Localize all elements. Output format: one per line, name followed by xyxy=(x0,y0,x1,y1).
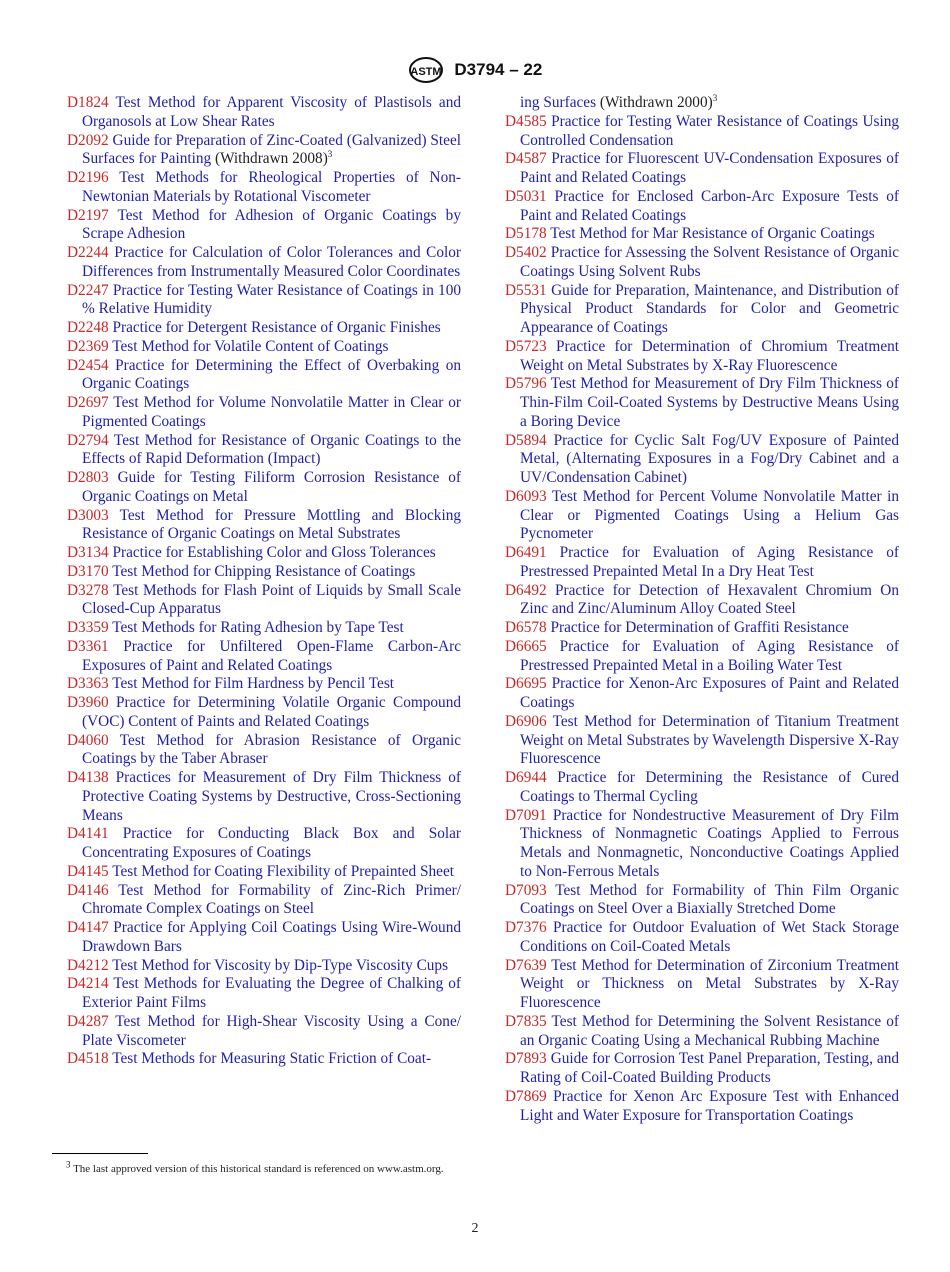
reference-title[interactable]: Test Method for Apparent Viscosity of Plastisols and Organosols at Low Shear Rates xyxy=(82,94,461,130)
reference-entry xyxy=(505,488,899,544)
reference-title[interactable]: Practice for Testing Water Resistance of Coatings in 100 % Relative Humidity xyxy=(82,281,462,318)
reference-code[interactable]: D3278 xyxy=(67,581,109,599)
reference-title[interactable]: Test Method for Chipping Resistance of Coatings xyxy=(112,562,416,580)
reference-code[interactable]: D4214 xyxy=(67,975,109,993)
reference-code[interactable]: D2197 xyxy=(67,206,109,224)
reference-code[interactable]: D2092 xyxy=(67,131,109,149)
reference-title[interactable]: Practice for Determining Volatile Organic Compound (VOC) Content of Paints and Related Coatings xyxy=(82,694,461,730)
reference-code[interactable]: D3170 xyxy=(67,562,109,580)
reference-title[interactable]: Practice for Xenon-Arc Exposures of Paint and Related Coatings xyxy=(520,675,899,711)
reference-code[interactable]: D6093 xyxy=(505,487,547,505)
reference-entry xyxy=(67,1050,461,1069)
reference-title[interactable]: Practice for Fluorescent UV-Condensation Exposures of Paint and Related Coatings xyxy=(520,150,900,186)
reference-title[interactable]: Test Method for Mar Resistance of Organic Coatings xyxy=(550,225,875,243)
reference-code[interactable]: D7639 xyxy=(505,956,547,974)
reference-title[interactable]: Test Method for Coating Flexibility of Prepainted Sheet xyxy=(112,862,455,880)
reference-code[interactable]: D4587 xyxy=(505,150,547,168)
page-number: 2 xyxy=(471,1221,479,1236)
svg-text:ASTM: ASTM xyxy=(410,66,442,78)
reference-entry xyxy=(67,394,461,432)
reference-title[interactable]: Test Method for Measurement of Dry Film Thickness of Thin-Film Coil-Coated Systems by Destructive Means Using a Boring Device xyxy=(520,375,899,430)
reference-entry xyxy=(505,375,899,431)
reference-code[interactable]: D6491 xyxy=(505,544,547,561)
reference-code[interactable]: D3134 xyxy=(67,544,109,561)
reference-code[interactable]: D2196 xyxy=(67,169,109,186)
reference-title[interactable]: Practice for Determination of Chromium Treatment Weight on Metal Substrates by X-Ray Fluorescence xyxy=(520,337,900,374)
reference-entry xyxy=(505,1088,899,1126)
reference-entry xyxy=(505,432,899,488)
reference-entry xyxy=(67,432,461,470)
reference-title[interactable]: Test Method for Volume Nonvolatile Matter in Clear or Pigmented Coatings xyxy=(82,394,461,430)
reference-entry xyxy=(67,544,461,563)
reference-title[interactable]: Test Methods for Rating Adhesion by Tape Test xyxy=(112,619,404,636)
page-header xyxy=(0,56,950,84)
reference-entry-continuation xyxy=(505,94,899,113)
reference-entry xyxy=(505,675,899,713)
reference-code[interactable]: D4146 xyxy=(67,881,109,899)
reference-code[interactable]: D7893 xyxy=(505,1050,547,1068)
reference-code[interactable]: D2247 xyxy=(67,281,109,299)
reference-entry xyxy=(67,638,461,676)
reference-entry xyxy=(505,619,899,638)
reference-title[interactable]: Test Method for Volatile Content of Coatings xyxy=(112,337,389,355)
reference-code[interactable]: D2697 xyxy=(67,394,109,411)
reference-entry xyxy=(505,150,899,188)
reference-entry xyxy=(67,94,461,132)
reference-title[interactable]: Test Method for Determination of Zirconium Treatment Weight or Thickness on Metal Substrates by X-Ray Fluorescence xyxy=(520,956,899,1011)
reference-entry xyxy=(505,188,899,226)
reference-title[interactable]: Practice for Assessing the Solvent Resistance of Organic Coatings Using Solvent Rubs xyxy=(520,244,900,280)
reference-entry xyxy=(67,507,461,545)
footnote-marker: 3 xyxy=(712,92,718,103)
reference-title[interactable]: Guide for Testing Filiform Corrosion Resistance of Organic Coatings on Metal xyxy=(82,469,462,505)
reference-code[interactable]: D3003 xyxy=(67,506,109,524)
reference-title[interactable]: Practice for Applying Coil Coatings Using Wire-Wound Drawdown Bars xyxy=(82,919,462,955)
reference-entry xyxy=(67,675,461,694)
reference-code[interactable]: D5531 xyxy=(505,281,547,299)
reference-code[interactable]: D7093 xyxy=(505,881,547,899)
reference-code[interactable]: D7091 xyxy=(505,806,547,824)
reference-title[interactable]: Test Method for Film Hardness by Pencil Test xyxy=(112,675,395,693)
reference-code[interactable]: D4585 xyxy=(505,112,547,130)
reference-code[interactable]: D3359 xyxy=(67,619,109,636)
reference-title[interactable]: Practice for Unfiltered Open-Flame Carbon-Arc Exposures of Paint and Related Coatings xyxy=(82,637,461,674)
reference-entry xyxy=(67,732,461,770)
reference-code[interactable]: D6944 xyxy=(505,769,547,786)
reference-code[interactable]: D6578 xyxy=(505,619,547,636)
reference-entry xyxy=(505,244,899,282)
reference-code[interactable]: D3363 xyxy=(67,675,109,693)
reference-entry xyxy=(67,975,461,1013)
document-designation: D3794 – 22 xyxy=(454,60,543,79)
reference-title[interactable]: Practice for Evaluation of Aging Resistance of Prestressed Prepainted Metal in a Boiling Water Test xyxy=(520,637,900,674)
reference-entry xyxy=(67,319,461,338)
reference-code[interactable]: D6695 xyxy=(505,675,547,693)
reference-entry xyxy=(67,769,461,825)
reference-entry xyxy=(505,544,899,582)
reference-entry xyxy=(505,638,899,676)
reference-note: (Withdrawn 2008) xyxy=(214,150,328,168)
reference-code[interactable]: D4287 xyxy=(67,1012,109,1030)
reference-title[interactable]: Test Method for Viscosity by Dip-Type Viscosity Cups xyxy=(112,956,449,974)
reference-title[interactable]: Practice for Determining the Resistance of Cured Coatings to Thermal Cycling xyxy=(520,769,899,805)
reference-code[interactable]: D4141 xyxy=(67,825,109,843)
reference-entry xyxy=(67,132,461,170)
reference-entry xyxy=(67,207,461,245)
reference-code[interactable]: D4518 xyxy=(67,1050,109,1068)
reference-entry xyxy=(67,357,461,395)
reference-code[interactable]: D7869 xyxy=(505,1087,547,1105)
reference-title[interactable]: Test Method for Pressure Mottling and Blocking Resistance of Organic Coatings on Metal Substrates xyxy=(82,506,461,543)
reference-entry xyxy=(67,338,461,357)
reference-entry xyxy=(67,244,461,282)
reference-title[interactable]: Practice for Detergent Resistance of Organic Finishes xyxy=(112,319,441,336)
reference-title[interactable]: Test Method for High-Shear Viscosity Using a Cone/ Plate Viscometer xyxy=(82,1012,461,1049)
reference-code[interactable]: D4147 xyxy=(67,919,109,936)
reference-code[interactable]: D3960 xyxy=(67,694,109,711)
reference-title[interactable]: Practice for Enclosed Carbon-Arc Exposure Tests of Paint and Related Coatings xyxy=(520,187,899,224)
reference-code[interactable]: D2794 xyxy=(67,431,109,449)
reference-code[interactable]: D2369 xyxy=(67,337,109,355)
reference-title[interactable]: Practice for Testing Water Resistance of Coatings Using Controlled Condensation xyxy=(520,112,899,149)
left-column xyxy=(67,94,461,1069)
reference-entry xyxy=(505,582,899,620)
reference-code[interactable]: D5894 xyxy=(505,431,547,449)
reference-entry xyxy=(67,882,461,920)
reference-title[interactable]: Practice for Nondestructive Measurement of Dry Film Thickness of Nonmagnetic Coatings Applied to Ferrous Metals and Nonmagnetic, Nonconductive Coatings Applied to Non-Ferrous Metals xyxy=(520,806,900,880)
reference-entry xyxy=(505,1013,899,1051)
reference-entry xyxy=(67,169,461,207)
footnote-text: The last approved version of this historical standard is referenced on www.astm.org. xyxy=(73,1163,444,1175)
reference-entry xyxy=(505,919,899,957)
reference-code[interactable]: D4060 xyxy=(67,731,109,749)
reference-entry xyxy=(67,582,461,620)
reference-code[interactable]: D2244 xyxy=(67,244,109,261)
reference-code[interactable]: D4145 xyxy=(67,862,109,880)
reference-title[interactable]: Practice for Calculation of Color Tolerances and Color Differences from Instrumentally Measured Color Coordinates xyxy=(82,244,461,280)
reference-title[interactable]: Test Method for Determination of Titanium Treatment Weight on Metal Substrates by Wavelength Dispersive X-Ray Fluorescence xyxy=(520,712,899,768)
reference-code[interactable]: D5178 xyxy=(505,225,547,243)
reference-title[interactable]: Test Methods for Evaluating the Degree of Chalking of Exterior Paint Films xyxy=(82,975,461,1011)
reference-entry xyxy=(67,863,461,882)
reference-code[interactable]: D5402 xyxy=(505,244,547,261)
reference-title[interactable]: Guide for Corrosion Test Panel Preparation, Testing, and Rating of Coil-Coated Building Products xyxy=(520,1050,900,1086)
reference-code[interactable]: D6906 xyxy=(505,712,547,730)
reference-code[interactable]: D4138 xyxy=(67,769,109,786)
reference-title[interactable]: Practice for Cyclic Salt Fog/UV Exposure of Painted Metal, (Alternating Exposures in a Fog/Dry Cabinet and a UV/Condensation Cabinet) xyxy=(520,431,899,486)
reference-title[interactable]: Guide for Preparation, Maintenance, and Distribution of Physical Product Standards for Color and Geometric Appearance of Coatings xyxy=(520,281,899,336)
reference-title[interactable]: Test Method for Resistance of Organic Coatings to the Effects of Rapid Deformation (Impact) xyxy=(82,431,461,468)
footnote-marker: 3 xyxy=(327,149,333,160)
reference-title[interactable]: Practice for Outdoor Evaluation of Wet Stack Storage Conditions on Coil-Coated Metals xyxy=(520,919,900,955)
reference-code[interactable]: D5796 xyxy=(505,375,547,393)
footnote xyxy=(52,1159,461,1177)
footnote-number: 3 xyxy=(66,1159,71,1170)
reference-entry xyxy=(505,1050,899,1088)
reference-title: ing Surfaces xyxy=(520,94,597,111)
reference-title[interactable]: Guide for Preparation of Zinc-Coated (Galvanized) Steel Surfaces for Painting xyxy=(82,131,461,168)
astm-logo-icon xyxy=(408,56,444,84)
reference-title[interactable]: Test Method for Determining the Solvent Resistance of an Organic Coating Using a Mechanical Rubbing Machine xyxy=(520,1012,899,1049)
reference-code[interactable]: D5031 xyxy=(505,187,547,205)
reference-title[interactable]: Test Method for Formability of Zinc-Rich Primer/ Chromate Complex Coatings on Steel xyxy=(82,881,461,918)
reference-entry xyxy=(67,619,461,638)
reference-note: (Withdrawn 2000) xyxy=(599,94,713,111)
reference-entry xyxy=(67,694,461,732)
reference-title[interactable]: Practice for Conducting Black Box and Solar Concentrating Exposures of Coatings xyxy=(82,825,461,861)
reference-code[interactable]: D6665 xyxy=(505,637,547,655)
reference-entry xyxy=(67,563,461,582)
right-column xyxy=(505,94,899,1125)
reference-code[interactable]: D5723 xyxy=(505,337,547,355)
footnote-divider xyxy=(52,1153,148,1154)
reference-title[interactable]: Test Methods for Flash Point of Liquids by Small Scale Closed-Cup Apparatus xyxy=(82,581,461,618)
reference-entry xyxy=(505,713,899,769)
reference-title[interactable]: Practice for Determination of Graffiti Resistance xyxy=(550,619,849,636)
reference-title[interactable]: Practice for Evaluation of Aging Resistance of Prestressed Prepainted Metal In a Dry Heat Test xyxy=(520,544,900,580)
reference-title[interactable]: Practice for Detection of Hexavalent Chromium On Zinc and Zinc/Aluminum Alloy Coated Steel xyxy=(520,581,899,618)
reference-code[interactable]: D1824 xyxy=(67,94,109,111)
reference-entry xyxy=(67,957,461,976)
reference-title[interactable]: Test Method for Formability of Thin Film Organic Coatings on Steel Over a Biaxially Stretched Dome xyxy=(520,881,899,918)
reference-title[interactable]: Practice for Determining the Effect of Overbaking on Organic Coatings xyxy=(82,356,462,393)
reference-entry xyxy=(505,957,899,1013)
reference-code[interactable]: D2248 xyxy=(67,319,109,336)
reference-entry xyxy=(505,113,899,151)
reference-title[interactable]: Test Methods for Rheological Properties of Non-Newtonian Materials by Rotational Viscometer xyxy=(82,169,461,205)
reference-title[interactable]: Practices for Measurement of Dry Film Thickness of Protective Coating Systems by Destructive, Cross-Sectioning Means xyxy=(82,769,461,824)
reference-title[interactable]: Practice for Xenon Arc Exposure Test with Enhanced Light and Water Exposure for Transportation Coatings xyxy=(520,1087,899,1124)
reference-code[interactable]: D7376 xyxy=(505,919,547,936)
reference-title[interactable]: Practice for Establishing Color and Gloss Tolerances xyxy=(112,544,436,561)
reference-code[interactable]: D2454 xyxy=(67,356,109,374)
reference-entry xyxy=(67,1013,461,1051)
reference-entry xyxy=(67,469,461,507)
reference-entry xyxy=(505,882,899,920)
reference-title[interactable]: Test Method for Adhesion of Organic Coatings by Scrape Adhesion xyxy=(82,206,461,243)
reference-entry xyxy=(67,282,461,320)
reference-entry xyxy=(505,225,899,244)
reference-code[interactable]: D7835 xyxy=(505,1012,547,1030)
reference-title[interactable]: Test Method for Abrasion Resistance of Organic Coatings by the Taber Abraser xyxy=(82,731,461,768)
reference-code[interactable]: D4212 xyxy=(67,956,109,974)
reference-entry xyxy=(67,825,461,863)
reference-title[interactable]: Test Methods for Measuring Static Friction of Coat- xyxy=(112,1050,432,1068)
reference-entry xyxy=(505,282,899,338)
reference-entry xyxy=(505,338,899,376)
reference-entry xyxy=(505,769,899,807)
reference-entry xyxy=(67,919,461,957)
reference-code[interactable]: D6492 xyxy=(505,581,547,599)
reference-title[interactable]: Test Method for Percent Volume Nonvolatile Matter in Clear or Pigmented Coatings Using a Helium Gas Pycnometer xyxy=(520,487,899,543)
reference-entry xyxy=(505,807,899,882)
reference-code[interactable]: D3361 xyxy=(67,637,109,655)
reference-code[interactable]: D2803 xyxy=(67,469,109,486)
